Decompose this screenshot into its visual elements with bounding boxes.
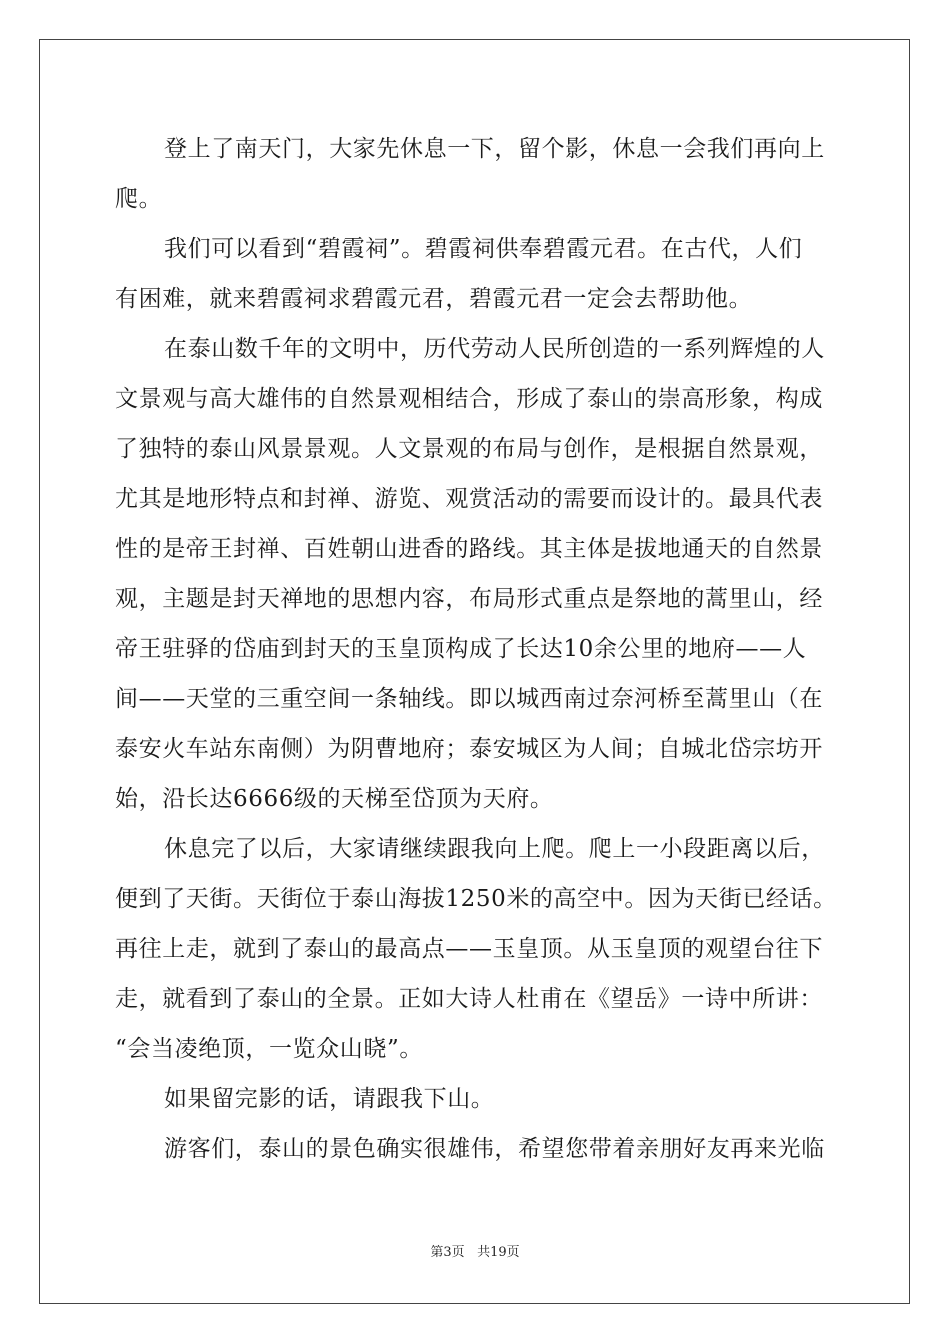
text-line: 观，主题是封天禅地的思想内容，布局形式重点是祭地的蒿里山，经 <box>115 586 823 612</box>
text-line: 性的是帝王封禅、百姓朝山进香的路线。其主体是拔地通天的自然景 <box>115 536 823 562</box>
text-line: 间——天堂的三重空间一条轴线。即以城西南过奈河桥至蒿里山（在 <box>115 686 823 712</box>
text-line: 在泰山数千年的文明中，历代劳动人民所创造的一系列辉煌的人 <box>164 336 825 362</box>
text-line: 登上了南天门，大家先休息一下，留个影，休息一会我们再向上 <box>164 136 825 162</box>
text-line: 了独特的泰山风景景观。人文景观的布局与创作，是根据自然景观， <box>115 436 823 462</box>
text-line: 始，沿长达6666级的天梯至岱顶为天府。 <box>115 786 554 812</box>
text-line: 休息完了以后，大家请继续跟我向上爬。爬上一小段距离以后， <box>164 836 825 862</box>
text-line: 游客们，泰山的景色确实很雄伟，希望您带着亲朋好友再来光临 <box>164 1136 825 1162</box>
page-footer <box>0 1244 950 1262</box>
text-line: 爬。 <box>115 186 163 212</box>
text-line: 我们可以看到“碧霞祠”。碧霞祠供奉碧霞元君。在古代，人们 <box>164 236 803 262</box>
text-line: 有困难，就来碧霞祠求碧霞元君，碧霞元君一定会去帮助他。 <box>115 286 753 312</box>
page-total: 共19页 <box>477 1245 520 1260</box>
page-number: 第3页 <box>430 1245 465 1260</box>
text-line: 泰安火车站东南侧）为阴曹地府；泰安城区为人间；自城北岱宗坊开 <box>115 736 823 762</box>
text-line: 再往上走，就到了泰山的最高点——玉皇顶。从玉皇顶的观望台往下 <box>115 936 823 962</box>
text-line: 文景观与高大雄伟的自然景观相结合，形成了泰山的崇高形象，构成 <box>115 386 823 412</box>
text-line: 走，就看到了泰山的全景。正如大诗人杜甫在《望岳》一诗中所讲： <box>115 986 823 1012</box>
footer-gap <box>465 1245 477 1260</box>
text-line: 帝王驻驿的岱庙到封天的玉皇顶构成了长达10余公里的地府——人 <box>115 636 807 662</box>
text-line: 尤其是地形特点和封禅、游览、观赏活动的需要而设计的。最具代表 <box>115 486 823 512</box>
text-line: “会当凌绝顶，一览众山晓”。 <box>115 1036 423 1062</box>
text-line: 如果留完影的话，请跟我下山。 <box>164 1086 495 1112</box>
page-frame <box>39 39 910 1304</box>
text-line: 便到了天街。天街位于泰山海拔1250米的高空中。因为天街已经话。 <box>115 886 837 912</box>
